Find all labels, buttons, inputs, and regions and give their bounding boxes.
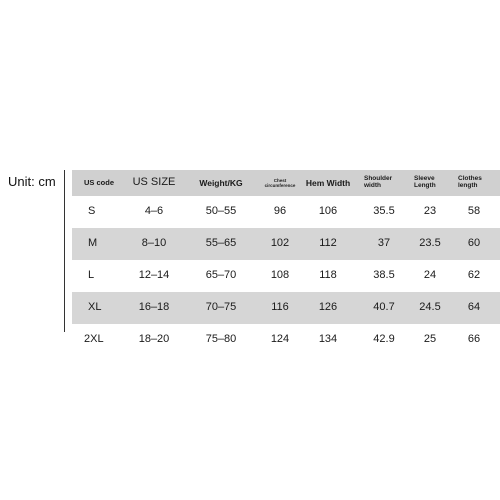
- cell-shoulder: 40.7: [373, 301, 395, 314]
- table-row: [72, 228, 500, 260]
- cell-hem: 112: [319, 237, 337, 250]
- header-us-size: US SIZE: [132, 176, 176, 189]
- cell-chest: 102: [270, 237, 290, 250]
- cell-sleeve: 23.5: [419, 237, 441, 250]
- cell-weight: 65–70: [205, 269, 237, 282]
- cell-hem: 106: [318, 205, 338, 218]
- header-hem-width: Hem Width: [305, 177, 351, 188]
- cell-hem: 126: [318, 301, 338, 314]
- cell-clothes: 66: [467, 333, 481, 346]
- cell-us-size: 18–20: [138, 333, 170, 346]
- cell-clothes: 62: [467, 269, 481, 282]
- header-shoulder-width: Shoulder width: [364, 175, 393, 189]
- header-chest: Chest circumference: [264, 177, 296, 188]
- cell-chest: 116: [271, 301, 289, 314]
- table-row: [72, 196, 500, 228]
- table-row: [72, 292, 500, 324]
- cell-weight: 50–55: [205, 205, 237, 218]
- cell-clothes: 60: [467, 237, 481, 250]
- cell-weight: 55–65: [205, 237, 237, 250]
- cell-chest: 124: [270, 333, 290, 346]
- cell-shoulder: 38.5: [373, 269, 395, 282]
- header-clothes-length: Clothes length: [458, 175, 482, 189]
- header-sleeve-length: Sleeve Length: [414, 175, 436, 189]
- cell-code: S: [88, 205, 96, 218]
- cell-sleeve: 24: [423, 269, 437, 282]
- cell-hem: 134: [318, 333, 338, 346]
- cell-code: XL: [88, 301, 102, 314]
- table-row: [72, 260, 500, 292]
- header-us-code: US code: [84, 178, 115, 188]
- cell-weight: 75–80: [205, 333, 237, 346]
- cell-clothes: 64: [467, 301, 481, 314]
- cell-sleeve: 25: [423, 333, 437, 346]
- vertical-divider: [64, 170, 65, 332]
- table-header-row: [72, 170, 500, 196]
- cell-us-size: 4–6: [144, 205, 164, 218]
- cell-code: 2XL: [84, 333, 104, 346]
- unit-label: Unit: cm: [8, 174, 56, 189]
- cell-code: M: [88, 237, 98, 250]
- size-chart-table: [72, 170, 500, 356]
- cell-sleeve: 23: [423, 205, 437, 218]
- cell-code: L: [88, 269, 95, 282]
- cell-us-size: 8–10: [141, 237, 167, 250]
- cell-chest: 96: [273, 205, 287, 218]
- cell-hem: 118: [319, 269, 337, 282]
- cell-us-size: 16–18: [138, 301, 170, 314]
- cell-weight: 70–75: [205, 301, 237, 314]
- cell-chest: 108: [270, 269, 290, 282]
- cell-shoulder: 35.5: [373, 205, 395, 218]
- header-weight: Weight/KG: [199, 177, 243, 188]
- cell-sleeve: 24.5: [419, 301, 441, 314]
- cell-shoulder: 42.9: [373, 333, 395, 346]
- cell-us-size: 12–14: [138, 269, 170, 282]
- cell-shoulder: 37: [377, 237, 391, 250]
- table-row: [72, 324, 500, 356]
- cell-clothes: 58: [467, 205, 481, 218]
